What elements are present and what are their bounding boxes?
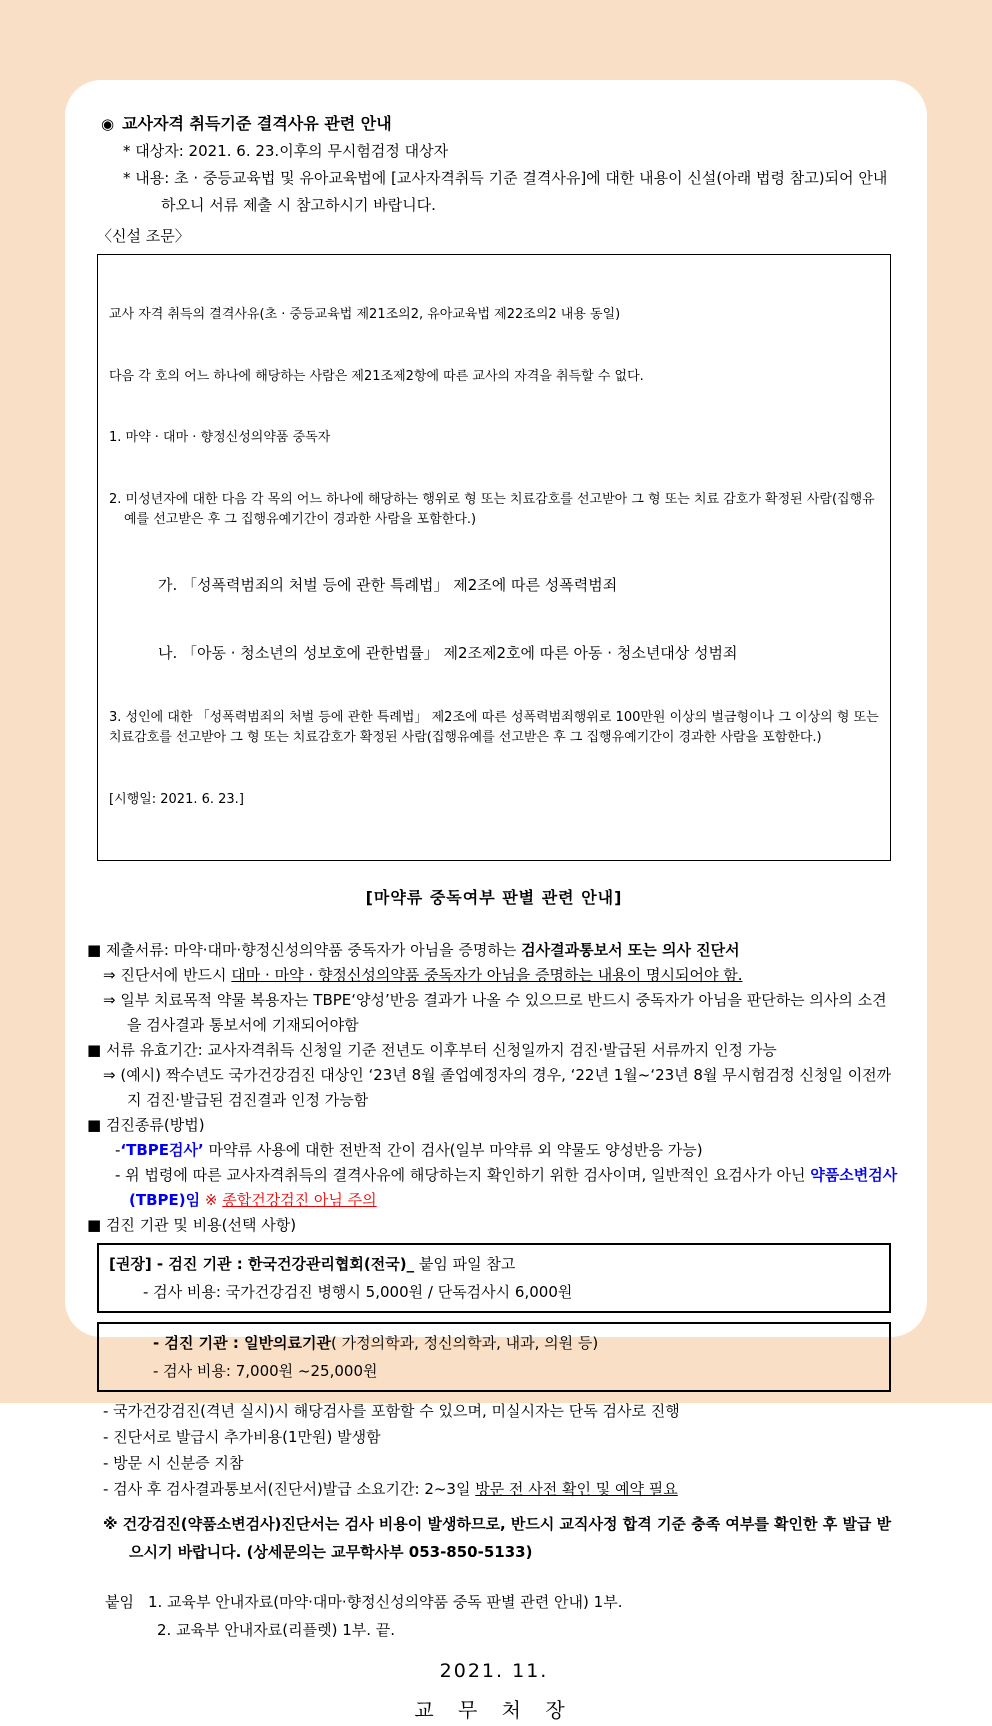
note-item: - 국가건강검진(격년 실시)시 해당검사를 포함할 수 있으며, 미실시자는 단독 검사로 진행 xyxy=(103,1402,680,1420)
document-title: 교사자격 취득기준 결격사유 관련 안내 xyxy=(122,114,392,133)
note1-underlined: 대마 · 마약 · 향정신성의약품 중독자가 아님을 증명하는 내용이 명시되어야 함. xyxy=(231,966,743,984)
check-warning-mark: ※ xyxy=(200,1191,223,1209)
note-issuance-prefix: - 검사 후 검사결과통보서(진단서)발급 소요기간: 2~3일 xyxy=(103,1480,476,1498)
validity-example-row: ⇒ (예시) 짝수년도 국가건강검진 대상인 ‘23년 8월 졸업예정자의 경우, ‘22년 1월~‘23년 8월 무시험검정 신청일 이전까지 검진·발급된 검진결과 인정 가능함 xyxy=(103,1066,892,1109)
recommended-org-bold: [권장] - 검진 기관 : 한국건강관리협회(전국)_ xyxy=(109,1255,415,1273)
tbpe-dash: - xyxy=(115,1141,121,1159)
law-effective-date: [시행일: 2021. 6. 23.] xyxy=(109,791,244,807)
attachment-row-2: 2. 교육부 안내자료(리플렛) 1부. 끝. xyxy=(157,1621,396,1639)
submit-docs-row xyxy=(87,938,901,963)
law-line: 교사 자격 취득의 결격사유(초 · 중등교육법 제21조의2, 유아교육법 제22조의2 내용 동일) xyxy=(109,307,621,322)
law-excerpt-box xyxy=(97,254,891,861)
general-org-line xyxy=(109,1329,879,1357)
target-line: * 대상자: 2021. 6. 23.이후의 무시험검정 대상자 xyxy=(123,142,449,160)
notes-list xyxy=(87,1398,901,1502)
attachment-row-1 xyxy=(105,1588,901,1616)
tbpe-test-row xyxy=(115,1138,901,1163)
general-org-rest: ( 가정의학과, 정신의학과, 내과, 의원 등) xyxy=(331,1334,599,1352)
law-line: 가. 「성폭력범죄의 처벌 등에 관한 특례법」 제2조에 따른 성폭력범죄 xyxy=(158,575,618,594)
document-title-row xyxy=(101,110,901,138)
recommended-fee-line: - 검사 비용: 국가건강검진 병행시 5,000원 / 단독검사시 6,000원 xyxy=(143,1283,573,1301)
note-issuance-underlined: 방문 전 사전 확인 및 예약 필요 xyxy=(475,1480,678,1498)
law-line: 1. 마약 · 대마 · 향정신성의약품 중독자 xyxy=(109,430,331,445)
law-line: 3. 성인에 대한 「성폭력범죄의 처벌 등에 관한 특례법」 제2조에 따른 성폭력범죄행위로 100만원 이상의 벌금형이나 그 이상의 형 또는 치료감호를 선고받아 그 형 또는 치료감호가 확정된 사람(집행유예를 선고받은 후 그 집행유예기간이 경과한 사람을 포함한다.) xyxy=(109,709,883,745)
recommended-org-rest: 붙임 파일 참고 xyxy=(414,1255,516,1273)
new-clause-label: 〈신설 조문〉 xyxy=(97,227,190,245)
law-line: 2. 미성년자에 대한 다음 각 목의 어느 하나에 해당하는 행위로 형 또는 치료감호를 선고받아 그 형 또는 치료 감호가 확정된 사람(집행유예를 선고받은 후 그 집행유예기간이 경과한 사람을 포함한다.) xyxy=(109,491,875,527)
check-purpose-text: - 위 법령에 따른 교사자격취득의 결격사유에 해당하는지 확인하기 위한 검사이며, 일반적인 요검사가 아닌 xyxy=(115,1166,811,1184)
tbpe-test-name: ‘TBPE검사’ xyxy=(120,1141,204,1159)
attachment-item-1: 1. 교육부 안내자료(마약·대마·향정신성의약품 중독 판별 관련 안내) 1부. xyxy=(147,1593,623,1611)
exam-type-heading: ■ 검진종류(방법) xyxy=(87,1116,205,1134)
note-item: - 진단서로 발급시 추가비용(1만원) 발생함 xyxy=(103,1428,381,1446)
validity-row: ■ 서류 유효기간: 교사자격취득 신청일 기준 전년도 이후부터 신청일까지 검진·발급된 서류까지 인정 가능 xyxy=(87,1041,777,1059)
document-date: 2021. 11. xyxy=(439,1660,549,1682)
general-org-prefix: - 검진 기관 : xyxy=(153,1334,245,1352)
cost-box-recommended xyxy=(97,1243,891,1313)
general-org-bold: 일반의료기관 xyxy=(244,1334,332,1352)
fisheye-bullet-icon: ◉ xyxy=(101,115,115,133)
check-purpose-blue: 약품소변검사(TBPE)임 xyxy=(129,1166,898,1209)
submit-docs-text: ■ 제출서류: 마약·대마·향정신성의약품 중독자가 아님을 증명하는 xyxy=(87,941,522,959)
law-line: 다음 각 호의 어느 하나에 해당하는 사람은 제21조제2항에 따른 교사의 자격을 취득할 수 없다. xyxy=(109,368,644,384)
law-line: 나. 「아동 · 청소년의 성보호에 관한법률」 제2조제2호에 따른 아동 · 청소년대상 성범죄 xyxy=(158,643,738,662)
attachment-label: 붙임 xyxy=(105,1593,134,1611)
submit-docs-note1 xyxy=(103,963,901,988)
main-list xyxy=(87,938,901,1238)
content-line: * 내용: 초 · 중등교육법 및 유아교육법에 [교사자격취득 기준 결격사유]에 대한 내용이 신설(아래 법령 참고)되어 안내하오니 서류 제출 시 참고하시기 바랍니다. xyxy=(123,169,888,214)
cost-warning: ※ 건강검진(약품소변검사)진단서는 검사 비용이 발생하므로, 반드시 교직사정 합격 기준 충족 여부를 확인한 후 발급 받으시기 바랍니다. (상세문의는 교무학사부 053-850-5133) xyxy=(103,1515,892,1561)
note-item: - 방문 시 신분증 지참 xyxy=(103,1454,244,1472)
check-warning-red: 종합건강검진 아님 주의 xyxy=(222,1191,377,1209)
note1-prefix: ⇒ 진단서에 반드시 xyxy=(103,966,232,984)
general-fee-line: - 검사 비용: 7,000원 ~25,000원 xyxy=(153,1362,378,1380)
submit-docs-bold: 검사결과통보서 또는 의사 진단서 xyxy=(521,941,740,959)
check-purpose-row xyxy=(115,1163,901,1213)
notice-document xyxy=(65,80,927,1722)
note-item-issuance xyxy=(103,1476,901,1502)
submit-docs-note2: ⇒ 일부 치료목적 약물 복용자는 TBPE‘양성’반응 결과가 나올 수 있으므로 반드시 중독자가 아님을 판단하는 의사의 소견을 검사결과 통보서에 기재되어야함 xyxy=(103,991,887,1034)
signature-title: 교 무 처 장 xyxy=(414,1698,574,1722)
recommended-org-line xyxy=(109,1250,879,1278)
attachments xyxy=(105,1588,901,1644)
tbpe-test-desc: 마약류 사용에 대한 전반적 간이 검사(일부 마약류 외 약물도 양성반응 가능) xyxy=(203,1141,703,1159)
section-title: [마약류 중독여부 판별 관련 안내] xyxy=(365,888,623,907)
cost-heading: ■ 검진 기관 및 비용(선택 사항) xyxy=(87,1216,297,1234)
cost-box-general xyxy=(97,1322,891,1392)
